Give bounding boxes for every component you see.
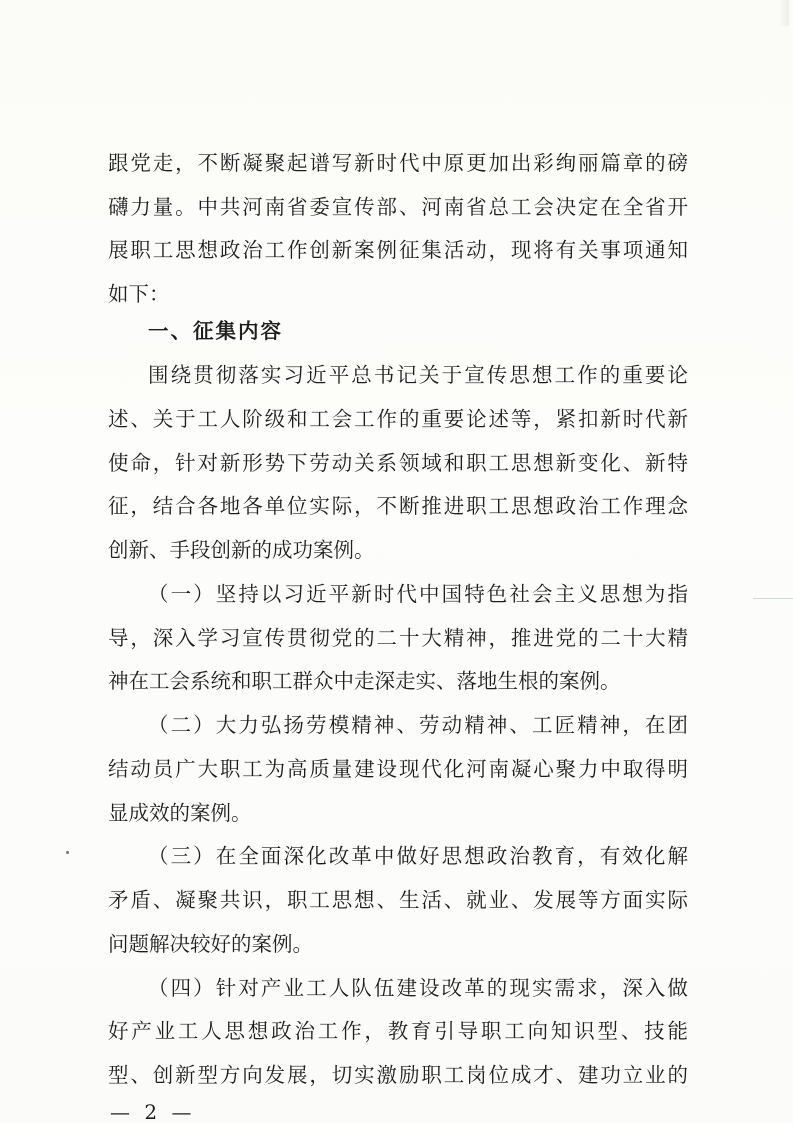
text-line: （一）坚持以习近平新时代中国特色社会主义思想为指	[148, 582, 688, 606]
text-line: 问题解决较好的案例。	[108, 932, 313, 956]
text-line: 型、创新型方向发展，切实激励职工岗位成才、建功立业的	[108, 1063, 688, 1087]
text-line: 礴力量。中共河南省委宣传部、河南省总工会决定在全省开	[108, 195, 688, 219]
section-heading: 一、征集内容	[148, 319, 283, 343]
scan-speck	[66, 851, 69, 854]
text-line: 神在工会系统和职工群众中走深走实、落地生根的案例。	[108, 669, 621, 693]
text-line: 跟党走，不断凝聚起谱写新时代中原更加出彩绚丽篇章的磅	[108, 151, 688, 175]
text-line: 好产业工人思想政治工作，教育引导职工向知识型、技能	[108, 1019, 688, 1043]
scan-corner-mark	[779, 0, 789, 26]
text-line: 结动员广大职工为高质量建设现代化河南凝心聚力中取得明	[108, 757, 688, 781]
text-line: 创新、手段创新的成功案例。	[108, 538, 375, 562]
scan-artifact-line	[753, 598, 793, 599]
page-number: — 2 —	[110, 1100, 196, 1124]
text-line: 征，结合各地各单位实际，不断推进职工思想政治工作理念	[108, 494, 688, 518]
text-line: 矛盾、凝聚共识，职工思想、生活、就业、发展等方面实际	[108, 888, 688, 912]
text-line: （三）在全面深化改革中做好思想政治教育，有效化解	[148, 844, 688, 868]
text-line: 如下：	[108, 282, 170, 306]
text-line: （二）大力弘扬劳模精神、劳动精神、工匠精神，在团	[148, 713, 688, 737]
text-line: （四）针对产业工人队伍建设改革的现实需求，深入做	[148, 976, 688, 1000]
text-line: 围绕贯彻落实习近平总书记关于宣传思想工作的重要论	[148, 363, 688, 387]
text-line: 使命，针对新形势下劳动关系领域和职工思想新变化、新特	[108, 451, 688, 475]
text-line: 显成效的案例。	[108, 801, 252, 825]
text-line: 述、关于工人阶级和工会工作的重要论述等，紧扣新时代新	[108, 407, 688, 431]
text-line: 展职工思想政治工作创新案例征集活动，现将有关事项通知	[108, 238, 688, 262]
text-line: 导，深入学习宣传贯彻党的二十大精神，推进党的二十大精	[108, 626, 688, 650]
